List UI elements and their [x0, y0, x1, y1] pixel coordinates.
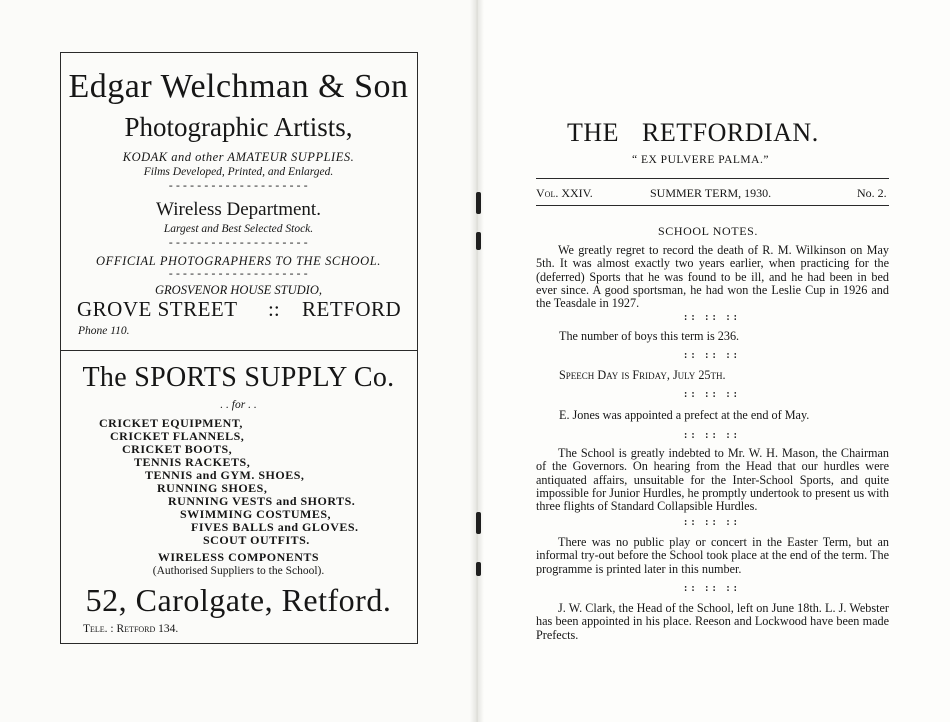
welchman-official: OFFICIAL PHOTOGRAPHERS TO THE SCHOOL. [95, 254, 382, 268]
magazine-title: THE RETFORDIAN. [567, 118, 819, 147]
welchman-name: Edgar Welchman & Son [68, 68, 409, 105]
sports-item: SWIMMING COSTUMES, [180, 507, 332, 521]
sports-item: CRICKET FLANNELS, [110, 429, 245, 443]
book-gutter [470, 0, 484, 722]
welchman-wireless-stock: Largest and Best Selected Stock. [163, 223, 314, 235]
welchman-kodak-line: KODAK and other AMATEUR SUPPLIES. [122, 150, 355, 164]
sports-item: SCOUT OUTFITS. [203, 533, 310, 547]
welchman-studio: GROSVENOR HOUSE STUDIO, [155, 283, 322, 297]
welchman-phone: Phone 110. [78, 325, 130, 337]
header-rule-top [536, 178, 889, 179]
sports-item: TENNIS and GYM. SHOES, [145, 468, 305, 482]
welchman-dashes-3: -------------------- [167, 269, 310, 281]
note-separator: :: :: :: [684, 389, 741, 400]
note-separator: :: :: :: [684, 583, 741, 594]
note-text: We greatly regret to record the death of R. M. Wilkinson on May 5th. It was almost exactly two years earlier, when practicing for the (deferred) Sports that he was found to be ill, and he had been in bed ever since. A good sportsman, he had won the Leslie Cup in 1926 and the Teasdale in 1927. [536, 243, 889, 311]
note-separator: :: :: :: [684, 312, 741, 323]
note-paragraph: The number of boys this term is 236. [559, 329, 740, 343]
welchman-street-separator: :: [268, 297, 280, 321]
note-paragraph [536, 244, 889, 310]
note-text: There was no public play or concert in the Easter Term, but an informal try-out before the School took place at the end of the term. The programme is printed later in this number. [536, 535, 889, 576]
sports-address: 52, Carolgate, Retford. [85, 582, 392, 618]
welchman-street: GROVE STREET [77, 297, 238, 321]
magazine-motto: “ EX PULVERE PALMA.” [632, 154, 769, 166]
sports-item: RUNNING VESTS and SHORTS. [168, 494, 356, 508]
welchman-wireless-title: Wireless Department. [156, 199, 321, 220]
welchman-town: RETFORD [302, 297, 402, 321]
sports-wireless: WIRELESS COMPONENTS [157, 550, 320, 564]
notes-heading: SCHOOL NOTES. [658, 224, 759, 238]
note-text: J. W. Clark, the Head of the School, left on June 18th. L. J. Webster has been appointed in his place. Reeson and Lockwood have been made Prefects. [536, 601, 889, 642]
sports-name: The SPORTS SUPPLY Co. [82, 362, 395, 393]
note-paragraph [536, 602, 889, 642]
welchman-films-line: Films Developed, Printed, and Enlarged. [143, 166, 334, 178]
sports-item: CRICKET EQUIPMENT, [99, 416, 243, 430]
advert-divider [60, 350, 417, 351]
header-rule-bottom [536, 205, 889, 206]
binding-staple-upper [476, 232, 481, 250]
note-paragraph [536, 536, 889, 576]
note-paragraph: E. Jones was appointed a prefect at the end of May. [559, 408, 810, 422]
note-separator: :: :: :: [684, 430, 741, 441]
sports-authorised: (Authorised Suppliers to the School). [152, 565, 325, 577]
welchman-trade: Photographic Artists, [124, 112, 353, 142]
sports-item: TENNIS RACKETS, [134, 455, 251, 469]
welchman-dashes-1: -------------------- [167, 181, 310, 193]
sports-item: CRICKET BOOTS, [122, 442, 233, 456]
note-separator: :: :: :: [684, 350, 741, 361]
sports-item: RUNNING SHOES, [157, 481, 268, 495]
binding-staple-lower [476, 512, 481, 534]
term-label: SUMMER TERM, 1930. [650, 186, 772, 200]
binding-staple-bottom [476, 562, 481, 576]
note-text: The School is greatly indebted to Mr. W. H. Mason, the Chairman of the Governors. On hearing from the Head that our hurdles were antiquated affairs, unsuitable for the Inter-School Sports, and quite impossible for Junior Hurdles, he promptly undertook to present us with three flights of Standard Collapsible Hurdles. [536, 446, 889, 514]
volume-label: Vol. XXIV. [536, 186, 593, 200]
number-label: No. 2. [857, 186, 887, 200]
note-paragraph: Speech Day is Friday, July 25th. [559, 368, 726, 382]
welchman-dashes-2: -------------------- [167, 238, 310, 250]
sports-tele: Tele. : Retford 134. [83, 623, 179, 635]
note-separator: :: :: :: [684, 517, 741, 528]
binding-staple-top [476, 192, 481, 214]
sports-for-line: . . for . . [220, 399, 257, 411]
note-paragraph [536, 447, 889, 513]
sports-item: FIVES BALLS and GLOVES. [191, 520, 359, 534]
